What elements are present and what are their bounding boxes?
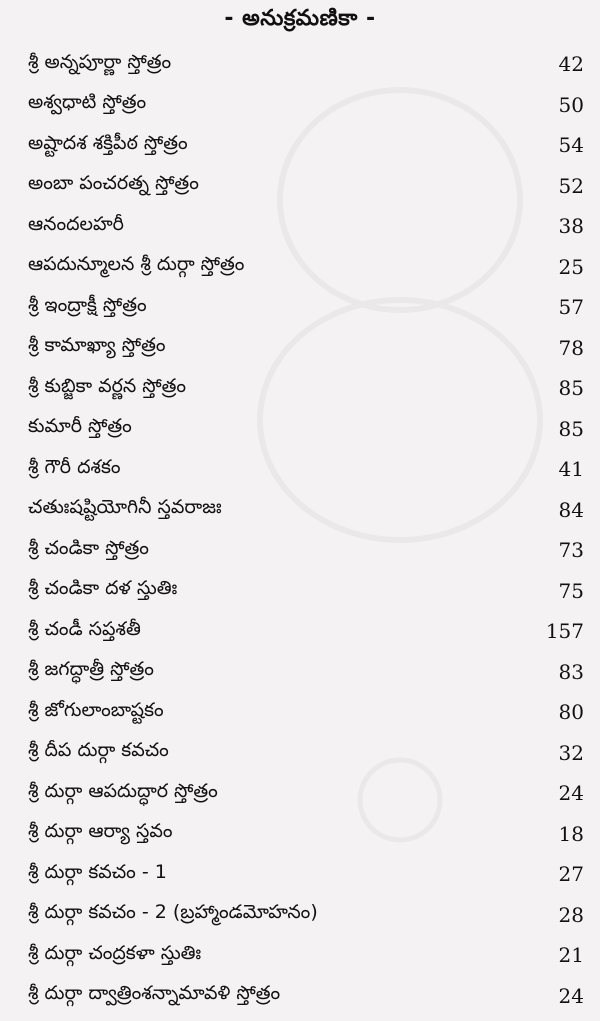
toc-page-number: 157 (545, 619, 584, 644)
toc-row (28, 692, 584, 733)
page-title: - అనుక్రమణికా - (224, 6, 376, 31)
toc-row (28, 125, 584, 166)
toc-entry-title: శ్రీ దుర్గా ఆపదుద్ధార స్తోత్రం (28, 779, 218, 802)
toc-page-number: 78 (558, 335, 584, 360)
toc-row (28, 976, 584, 1017)
toc-entry-title: శ్రీ చండికా దళ స్తుతిః (28, 577, 178, 600)
toc-page-number: 21 (558, 943, 584, 968)
toc-row (28, 328, 584, 369)
toc-page-number: 18 (558, 821, 584, 846)
toc-page-number: 85 (558, 376, 584, 401)
toc-entry-title: కుమారీ స్తోత్రం (28, 415, 132, 438)
toc-row (28, 368, 584, 409)
toc-page-number: 75 (558, 578, 584, 603)
toc-entry-title: శ్రీ చండికా స్తోత్రం (28, 536, 149, 559)
toc-page-number: 52 (558, 173, 584, 198)
toc-entry-title: అష్టాదశ శక్తిపీఠ స్తోత్రం (28, 131, 188, 154)
toc-entry-title: చతుఃషష్టియోగినీ స్తవరాజః (28, 496, 222, 519)
toc-page-number: 25 (558, 254, 584, 279)
toc-entry-title: శ్రీ దుర్గా చంద్రకళా స్తుతిః (28, 941, 202, 964)
toc-row (28, 44, 584, 85)
toc-row (28, 814, 584, 855)
table-of-contents (28, 44, 584, 1016)
toc-row (28, 490, 584, 531)
toc-entry-title: శ్రీ దుర్గా కవచం - 1 (28, 860, 167, 883)
toc-row (28, 611, 584, 652)
toc-row (28, 409, 584, 450)
toc-page-number: 54 (558, 133, 584, 158)
toc-page-number: 80 (558, 700, 584, 725)
toc-row (28, 571, 584, 612)
toc-row (28, 206, 584, 247)
toc-entry-title: శ్రీ దుర్గా ద్వాత్రింశన్నామావళి స్తోత్రం (28, 982, 281, 1005)
toc-row (28, 449, 584, 490)
toc-row (28, 287, 584, 328)
toc-page-number: 24 (558, 983, 584, 1008)
toc-entry-title: అంబా పంచరత్న స్తోత్రం (28, 172, 199, 195)
toc-row (28, 733, 584, 774)
toc-entry-title: శ్రీ కుబ్జికా వర్ణన స్తోత్రం (28, 374, 187, 397)
toc-page-number: 27 (558, 862, 584, 887)
toc-entry-title: ఆపదున్మూలన శ్రీ దుర్గా స్తోత్రం (28, 253, 245, 276)
toc-entry-title: అశ్వధాటి స్తోత్రం (28, 91, 147, 114)
toc-row (28, 935, 584, 976)
toc-entry-title: శ్రీ చండీ సప్తశతీ (28, 617, 141, 640)
toc-row (28, 85, 584, 126)
toc-entry-title: శ్రీ దుర్గా కవచం - 2 (బ్రహ్మాండమోహనం) (28, 901, 318, 924)
toc-page-number: 84 (558, 497, 584, 522)
toc-page-number: 41 (558, 457, 584, 482)
toc-entry-title: శ్రీ జగద్ధాత్రీ స్తోత్రం (28, 658, 154, 681)
toc-entry-title: శ్రీ జోగులాంబాష్టకం (28, 698, 164, 721)
toc-page-number: 42 (558, 52, 584, 77)
toc-page-number: 57 (558, 295, 584, 320)
toc-row (28, 530, 584, 571)
toc-entry-title: శ్రీ ఇంద్రాక్షీ స్తోత్రం (28, 293, 147, 316)
toc-page-number: 24 (558, 781, 584, 806)
toc-row (28, 166, 584, 207)
toc-page-number: 85 (558, 416, 584, 441)
toc-row (28, 773, 584, 814)
toc-entry-title: శ్రీ కామాఖ్యా స్తోత్రం (28, 334, 166, 357)
toc-page-number: 50 (558, 92, 584, 117)
toc-entry-title: ఆనందలహరీ (28, 212, 124, 235)
toc-row (28, 854, 584, 895)
toc-entry-title: శ్రీ దుర్గా ఆర్యా స్తవం (28, 820, 173, 843)
toc-entry-title: శ్రీ అన్నపూర్ణా స్తోత్రం (28, 50, 172, 73)
toc-page-number: 83 (558, 659, 584, 684)
toc-page-number: 32 (558, 740, 584, 765)
toc-page-number: 28 (558, 902, 584, 927)
toc-row (28, 895, 584, 936)
toc-page-number: 38 (558, 214, 584, 239)
toc-entry-title: శ్రీ గౌరీ దశకం (28, 455, 121, 478)
toc-row (28, 652, 584, 693)
toc-entry-title: శ్రీ దీప దుర్గా కవచం (28, 739, 169, 762)
toc-row (28, 247, 584, 288)
toc-page-number: 73 (558, 538, 584, 563)
